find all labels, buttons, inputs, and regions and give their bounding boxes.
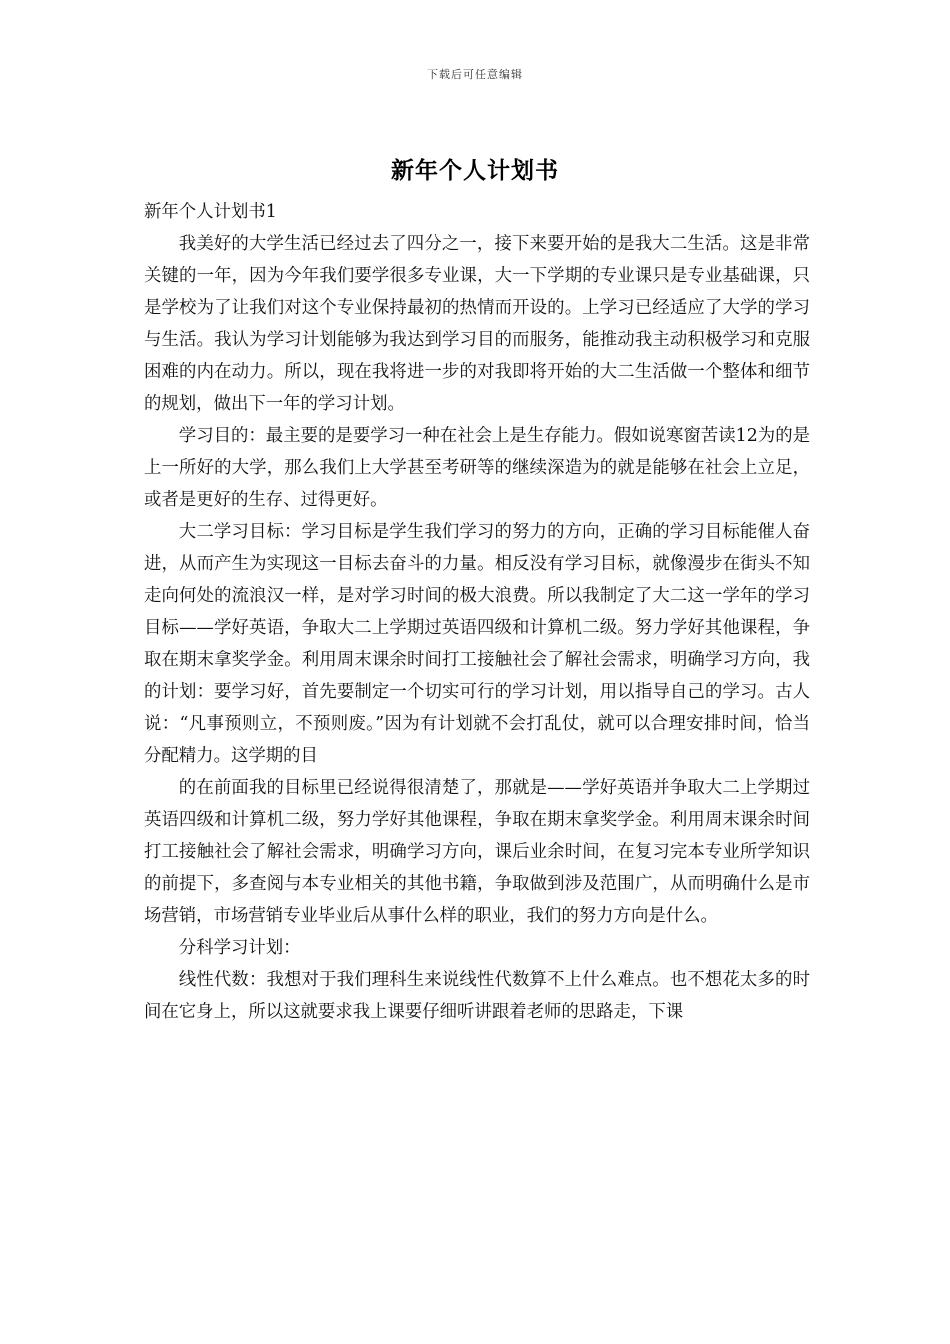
paragraph-study-goals: 大二学习目标：学习目标是学生我们学习的努力的方向，正确的学习目标能催人奋进，从而产生为实现这一目标去奋斗的力量。相反没有学习目标，就像漫步在街头不知走向何处的流浪汉一样，是对学习时间的极大浪费。所以我制定了大二这一学年的学习目标——学好英语，争取大二上学期过英语四级和计算机二级。努力学好其他课程，争取在期末拿奖学金。利用周末课余时间打工接触社会了解社会需求，明确学习方向，我的计划：要学习好，首先要制定一个切实可行的学习计划，用以指导自己的学习。古人说：“凡事预则立，不预则废。”因为有计划就不会打乱仗，就可以合理安排时间，恰当分配精力。这学期的目	[144, 522, 810, 766]
paragraph-intro: 我美好的大学生活已经过去了四分之一，接下来要开始的是我大二生活。这是非常关键的一年，因为今年我们要学很多专业课，大一下学期的专业课只是专业基础课，只是学校为了让我们对这个专业保持最初的热情而开设的。上学习已经适应了大学的学习与生活。我认为学习计划能够为我达到学习目的而服务，能推动我主动积极学习和克服困难的内在动力。所以，现在我将进一步的对我即将开始的大二生活做一个整体和细节的规划，做出下一年的学习计划。	[144, 234, 810, 414]
section-heading: 新年个人计划书1	[144, 202, 277, 222]
paragraph-linear-algebra: 线性代数：我想对于我们理科生来说线性代数算不上什么难点。也不想花太多的时间在它身上，所以这就要求我上课要仔细听讲跟着老师的思路走，下课	[144, 970, 810, 1022]
paragraph-study-purpose: 学习目的：最主要的是要学习一种在社会上是生存能力。假如说寒窗苦读12为的是上一所好的大学，那么我们上大学甚至考研等的继续深造为的就是能够在社会上立足，或者是更好的生存、过得更好。	[144, 426, 810, 510]
header-note: 下载后可任意编辑	[427, 68, 523, 81]
paragraph-subject-plan-heading: 分科学习计划：	[178, 938, 301, 958]
document-body	[144, 196, 810, 1028]
paragraph-goal-details: 的在前面我的目标里已经说得很清楚了，那就是——学好英语并争取大二上学期过英语四级和计算机二级，努力学好其他课程，争取在期末拿奖学金。利用周末课余时间打工接触社会了解社会需求，明确学习方向，课后业余时间，在复习完本专业所学知识的前提下，多查阅与本专业相关的其他书籍，争取做到涉及范围广，从而明确什么是市场营销，市场营销专业毕业后从事什么样的职业，我们的努力方向是什么。	[144, 778, 810, 926]
document-title: 新年个人计划书	[391, 157, 559, 184]
